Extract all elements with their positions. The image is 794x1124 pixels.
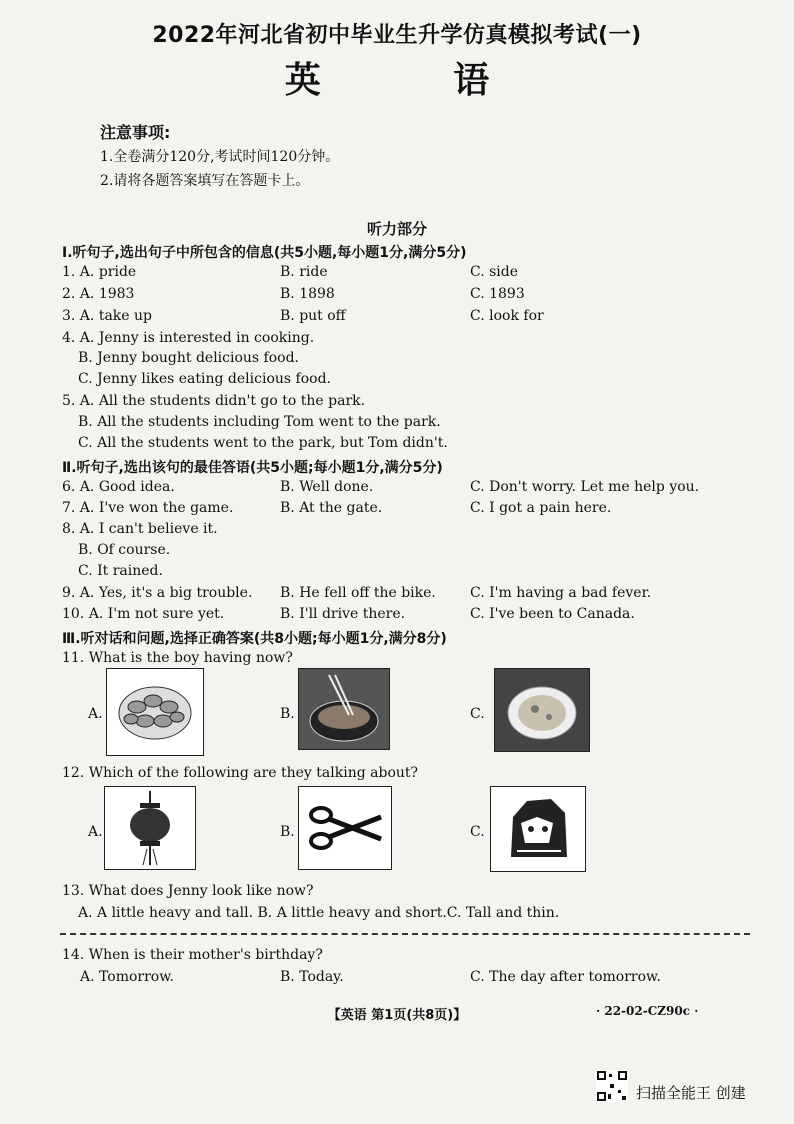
q2-option-c: C. 1893 xyxy=(470,286,525,302)
paper-cut-tiger-image xyxy=(490,786,586,872)
notice-item: 1.全卷满分120分,考试时间120分钟。 xyxy=(100,149,340,165)
q12-question: 12. Which of the following are they talking about? xyxy=(62,765,419,781)
q5-option-c: C. All the students went to the park, but Tom didn't. xyxy=(78,435,448,451)
scissors-image xyxy=(298,786,392,870)
q12-label-c: C. xyxy=(470,824,485,840)
q3-option-b: B. put off xyxy=(280,308,346,324)
part-title: 听力部分 xyxy=(366,220,427,238)
exam-code: · 22-02-CZ90c · xyxy=(596,1004,699,1018)
subject-title: 英 语 xyxy=(284,60,550,101)
soup-image xyxy=(494,668,590,752)
section2-heading: Ⅱ.听句子,选出该句的最佳答语(共5小题;每小题1分,满分5分) xyxy=(62,460,443,476)
q14-option-a: A. Tomorrow. xyxy=(80,969,174,985)
q1-option-b: B. ride xyxy=(280,264,328,280)
q6-option-b: B. Well done. xyxy=(280,479,374,495)
q4-option-c: C. Jenny likes eating delicious food. xyxy=(78,371,331,387)
q8-option-b: B. Of course. xyxy=(78,542,171,558)
q14-question: 14. When is their mother's birthday? xyxy=(62,947,323,963)
q4-option-a: 4. A. Jenny is interested in cooking. xyxy=(62,330,315,346)
q14-option-b: B. Today. xyxy=(280,969,344,985)
q2-option-a: 2. A. 1983 xyxy=(62,286,135,302)
scanner-watermark: 扫描全能王 创建 xyxy=(636,1084,746,1102)
q6-option-a: 6. A. Good idea. xyxy=(62,479,175,495)
q12-label-b: B. xyxy=(280,824,295,840)
notice-item: 2.请将各题答案填写在答题卡上。 xyxy=(100,173,310,189)
q5-option-b: B. All the students including Tom went to the park. xyxy=(78,414,441,430)
q10-option-c: C. I've been to Canada. xyxy=(470,606,635,622)
noodles-image xyxy=(298,668,390,750)
q7-option-b: B. At the gate. xyxy=(280,500,383,516)
q8-option-a: 8. A. I can't believe it. xyxy=(62,521,218,537)
dashed-divider xyxy=(60,933,750,935)
section1-heading: Ⅰ.听句子,选出句子中所包含的信息(共5小题,每小题1分,满分5分) xyxy=(62,245,467,261)
q14-option-c: C. The day after tomorrow. xyxy=(470,969,661,985)
q9-option-c: C. I'm having a bad fever. xyxy=(470,585,652,601)
section3-heading: Ⅲ.听对话和问题,选择正确答案(共8小题;每小题1分,满分8分) xyxy=(62,631,447,647)
lantern-image xyxy=(104,786,196,870)
q13-question: 13. What does Jenny look like now? xyxy=(62,883,314,899)
q7-option-a: 7. A. I've won the game. xyxy=(62,500,234,516)
q3-option-c: C. look for xyxy=(470,308,544,324)
dumplings-image xyxy=(106,668,204,756)
q10-option-b: B. I'll drive there. xyxy=(280,606,406,622)
q9-option-b: B. He fell off the bike. xyxy=(280,585,436,601)
q3-option-a: 3. A. take up xyxy=(62,308,152,324)
q7-option-c: C. I got a pain here. xyxy=(470,500,612,516)
q11-label-a: A. xyxy=(88,706,103,722)
q6-option-c: C. Don't worry. Let me help you. xyxy=(470,479,700,495)
q4-option-b: B. Jenny bought delicious food. xyxy=(78,350,299,366)
q1-option-a: 1. A. pride xyxy=(62,264,137,280)
page-footer: 【英语 第1页(共8页)】 xyxy=(327,1008,467,1023)
exam-title: 2022年河北省初中毕业生升学仿真模拟考试(一) xyxy=(152,23,642,48)
q2-option-b: B. 1898 xyxy=(280,286,335,302)
qr-code-icon xyxy=(596,1070,628,1102)
q9-option-a: 9. A. Yes, it's a big trouble. xyxy=(62,585,253,601)
q5-option-a: 5. A. All the students didn't go to the park. xyxy=(62,393,366,409)
q10-option-a: 10. A. I'm not sure yet. xyxy=(62,606,225,622)
q11-question: 11. What is the boy having now? xyxy=(62,650,293,666)
q11-label-b: B. xyxy=(280,706,295,722)
q8-option-c: C. It rained. xyxy=(78,563,163,579)
q12-label-a: A. xyxy=(88,824,103,840)
q1-option-c: C. side xyxy=(470,264,519,280)
notice-heading: 注意事项: xyxy=(100,123,171,142)
q13-options: A. A little heavy and tall. B. A little heavy and short.C. Tall and thin. xyxy=(78,905,560,921)
q11-label-c: C. xyxy=(470,706,485,722)
